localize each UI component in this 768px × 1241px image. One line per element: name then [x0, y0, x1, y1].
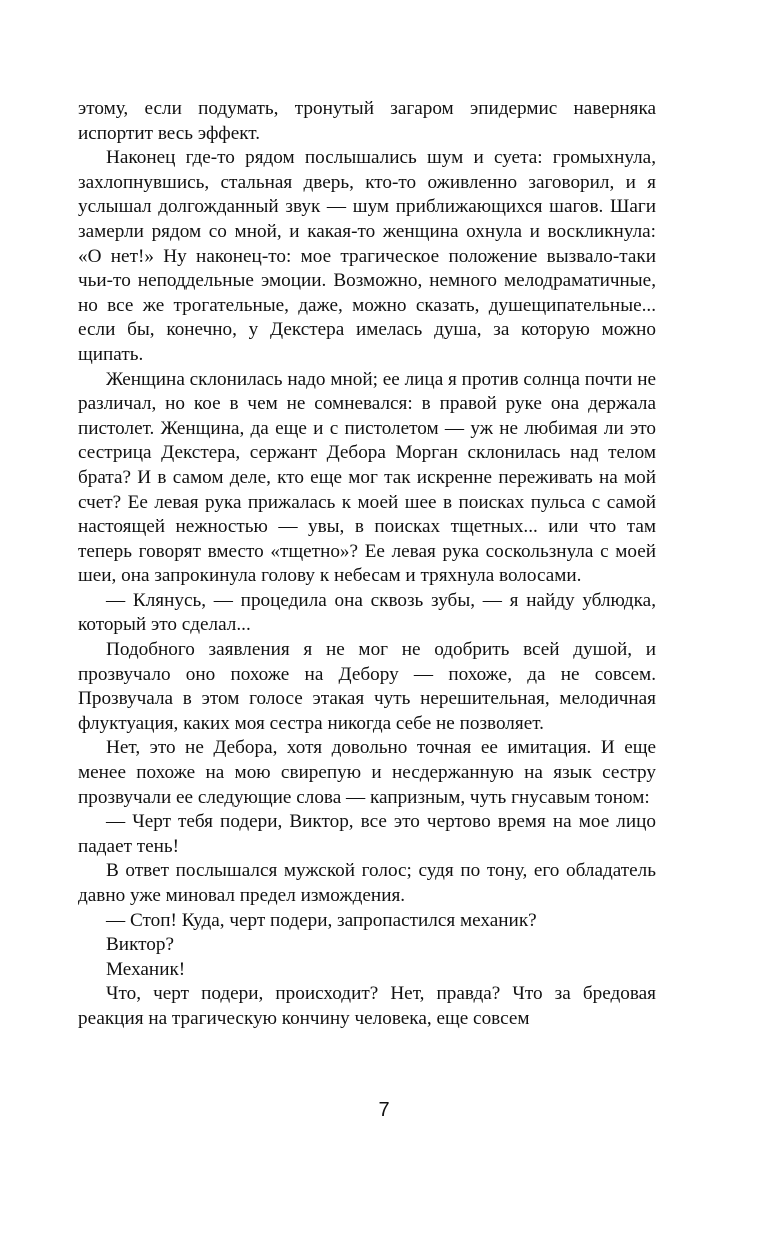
paragraph-4: — Клянусь, — процедила она сквозь зубы, — я найду ублюдка, который это сделал... — [78, 589, 656, 636]
page-number: 7 — [378, 1099, 390, 1121]
paragraph-5: Подобного заявления я не мог не одобрить всей душой, и прозвучало оно похоже на Дебору — похоже, да не совсем. Прозвучала в этом голосе этакая чуть нерешительная, мелодичная флуктуация, каких моя сестра никогда себе не позволяет. — [78, 639, 656, 734]
paragraph-9: — Стоп! Куда, черт подери, запропастился механик? — [106, 909, 537, 931]
paragraph-3: Женщина склонилась надо мной; ее лица я против солнца почти не различал, но кое в чем не сомневался: в правой руке она держала пистолет. Женщина, да еще и с пистолетом — уж не любимая ли это сестрица Декстера, сержант Дебора Морган склонилась над телом брата? И в самом деле, кто еще мог так искренне переживать на мой счет? Ее левая рука прижалась к моей шее в поисках пульса с самой настоящей нежностью — увы, в поисках тщетных... или что там теперь говорят вместо «тщетно»? Ее левая рука соскользнула с моей шеи, она запрокинула голову к небесам и тряхнула волосами. — [78, 368, 656, 587]
paragraph-12: Что, черт подери, происходит? Нет, правда? Что за бредовая реакция на трагическую кончину человека, еще совсем — [78, 983, 656, 1029]
paragraph-6: Нет, это не Дебора, хотя довольно точная ее имитация. И еще менее похоже на мою свирепую и несдержанную на язык сестру прозвучали ее следующие слова — капризным, чуть гнусавым тоном: — [78, 737, 656, 808]
paragraph-11: Механик! — [106, 958, 186, 980]
paragraph-10: Виктор? — [106, 934, 174, 956]
paragraph-1: этому, если подумать, тронутый загаром эпидермис наверняка испортит весь эффект. — [78, 98, 656, 144]
body-text — [78, 97, 656, 1032]
paragraph-2: Наконец где-то рядом послышались шум и суета: громыхнула, захлопнувшись, стальная дверь, кто-то оживленно заговорил, и я услышал долгожданный звук — шум приближающихся шагов. Шаги замерли рядом со мной, и какая-то женщина охнула и воскликнула: «О нет!» Ну наконец-то: мое трагическое положение вызвало-таки чьи-то неподдельные эмоции. Возможно, немного мелодраматичные, но все же трогательные, даже, можно сказать, душещипательные... если бы, конечно, у Декстера имелась душа, за которую можно щипать. — [78, 147, 656, 365]
paragraph-7: — Черт тебя подери, Виктор, все это чертово время на мое лицо падает тень! — [78, 811, 656, 857]
paragraph-8: В ответ послышался мужской голос; судя по тону, его обладатель давно уже миновал предел измождения. — [78, 860, 656, 906]
